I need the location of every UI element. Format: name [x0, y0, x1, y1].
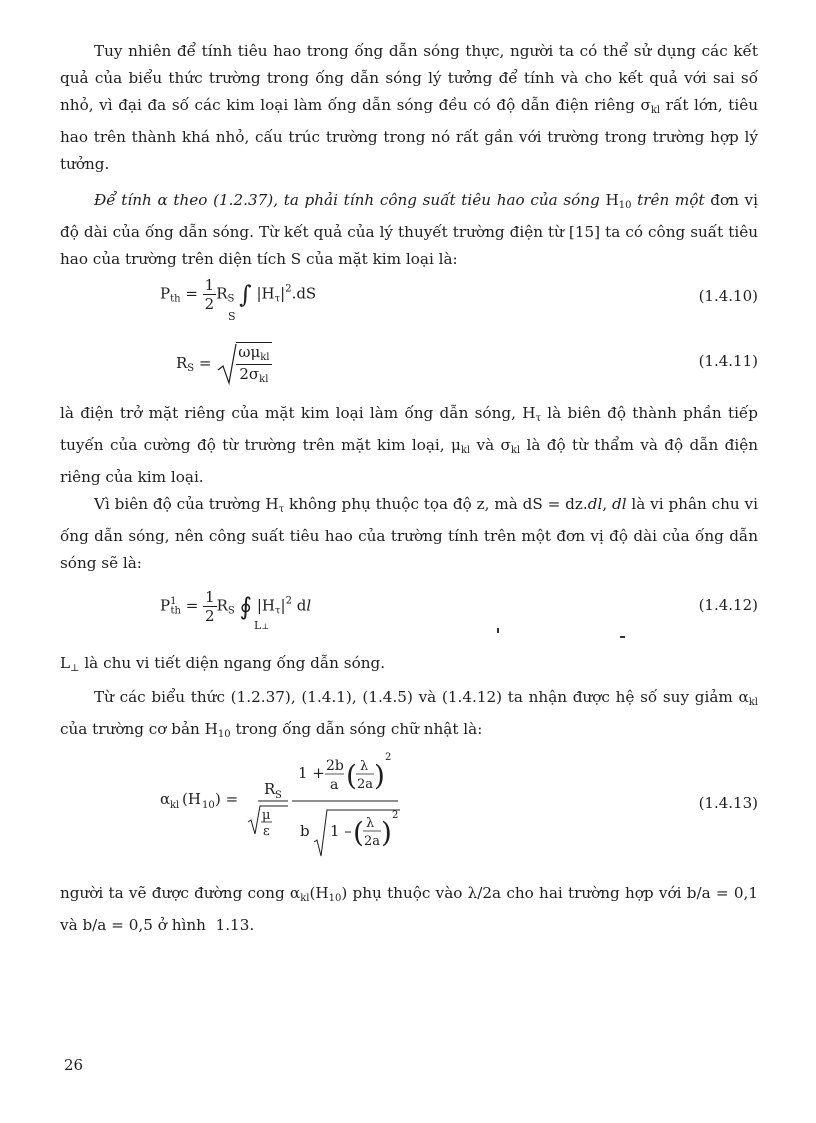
- equation-1-4-13: [160, 744, 420, 866]
- integral-limit-l-perp: L⊥: [254, 619, 269, 632]
- svg-text:λ: λ: [366, 816, 375, 831]
- svg-text:α: α: [160, 790, 171, 808]
- svg-text:1 +: 1 +: [298, 764, 325, 782]
- integral-limit-s: S: [228, 310, 236, 323]
- svg-text:(: (: [353, 816, 364, 849]
- svg-text:): ): [374, 759, 385, 792]
- scan-speck: [497, 628, 499, 633]
- paragraph-4: Vì biên độ của trường $H_\tau$ không phụ thuộc tọa độ z, mà dS = dz.dl, dl là vi phân chu vi ống dẫn sóng, nên công suất tiêu hao của trường tính trên một đơn vị độ dài của ống dẫn sóng sẽ là:: [60, 495, 758, 572]
- paragraph-5: $L_\perp$ là chu vi tiết diện ngang ống dẫn sóng.: [60, 654, 386, 674]
- svg-text:2: 2: [385, 752, 392, 763]
- svg-text:): ): [381, 816, 392, 849]
- svg-text:(H: (H: [182, 790, 201, 808]
- paragraph-1: Tuy nhiên để tính tiêu hao trong ống dẫn sóng thực, người ta có thể sử dụng các kết quả của biểu thức trường trong ống dẫn sóng lý tưởng để tính và cho kết quả với sai số nhỏ, vì đại đa số các kim loại làm ống dẫn sóng đều có độ dẫn điện riêng $\sigma_{kl}$ rất lớn, tiêu hao trên thành khá nhỏ, cấu trúc trường trong nó rất gần với trường trong trường hợp lý tưởng.: [60, 42, 758, 173]
- equation-1-4-11: $R_S$ = $\frac{\omega\mu_{kl}}{2\sigma_{kl}}$: [176, 343, 270, 385]
- svg-text:1 –: 1 –: [330, 822, 352, 840]
- svg-text:2a: 2a: [364, 834, 381, 849]
- svg-text:(: (: [346, 759, 357, 792]
- svg-text:λ: λ: [360, 759, 369, 774]
- equation-number: (1.4.12): [698, 596, 758, 614]
- svg-text:2a: 2a: [357, 777, 374, 792]
- svg-text:μ: μ: [262, 808, 271, 823]
- equation-1-4-10: $P_{th}$ = $\frac{1}{2}$ $R_S$ ∫ $|H_\tau|^2.dS$: [160, 276, 317, 313]
- svg-text:a: a: [330, 777, 339, 793]
- sqrt-icon: [216, 342, 238, 386]
- svg-text:) =: ) =: [215, 790, 239, 808]
- svg-text:2: 2: [392, 810, 399, 821]
- equation-1-4-12: $P^1_{th}$ = $\frac{1}{2}$ $R_S$ ∮ $|H_\tau|^2$ dl: [160, 588, 312, 625]
- svg-text:2b: 2b: [326, 758, 344, 774]
- page-number: 26: [64, 1056, 84, 1074]
- svg-text:b: b: [300, 822, 310, 840]
- svg-text:R: R: [264, 780, 276, 798]
- equation-number: (1.4.10): [698, 287, 758, 305]
- paragraph-6: Từ các biểu thức (1.2.37), (1.4.1), (1.4.5) và (1.4.12) ta nhận được hệ số suy giảm $\alpha_{kl}$ của trường cơ bản $H_{10}$ trong ống dẫn sóng chữ nhật là:: [60, 688, 758, 740]
- svg-text:ε: ε: [263, 824, 270, 839]
- scan-speck: [620, 636, 625, 638]
- paragraph-3: là điện trở mặt riêng của mặt kim loại làm ống dẫn sóng, $H_\tau$ là biên độ thành phần tiếp tuyến của cường độ từ trường trên mặt kim loại, $\mu_{kl}$ và $\sigma_{kl}$ là độ từ thẩm và độ dẫn điện riêng của kim loại.: [60, 404, 759, 486]
- paragraph-2: Để tính α theo (1.2.37), ta phải tính công suất tiêu hao của sóng $H_{10}$ trên một đơn vị độ dài của ống dẫn sóng. Từ kết quả của lý thuyết trường điện từ [15] ta có công suất tiêu hao của trường trên diện tích S của mặt kim loại là:: [60, 191, 758, 268]
- equation-number: (1.4.13): [698, 794, 758, 812]
- svg-text:kl: kl: [170, 800, 180, 811]
- paragraph-7: người ta vẽ được đường cong $\alpha_{kl}(H_{10})$ phụ thuộc vào λ/2a cho hai trường hợp với b/a = 0,1 và b/a = 0,5 ở hình 1.13.: [60, 884, 758, 934]
- svg-text:10: 10: [202, 800, 215, 811]
- equation-number: (1.4.11): [698, 352, 758, 370]
- svg-text:S: S: [275, 790, 282, 801]
